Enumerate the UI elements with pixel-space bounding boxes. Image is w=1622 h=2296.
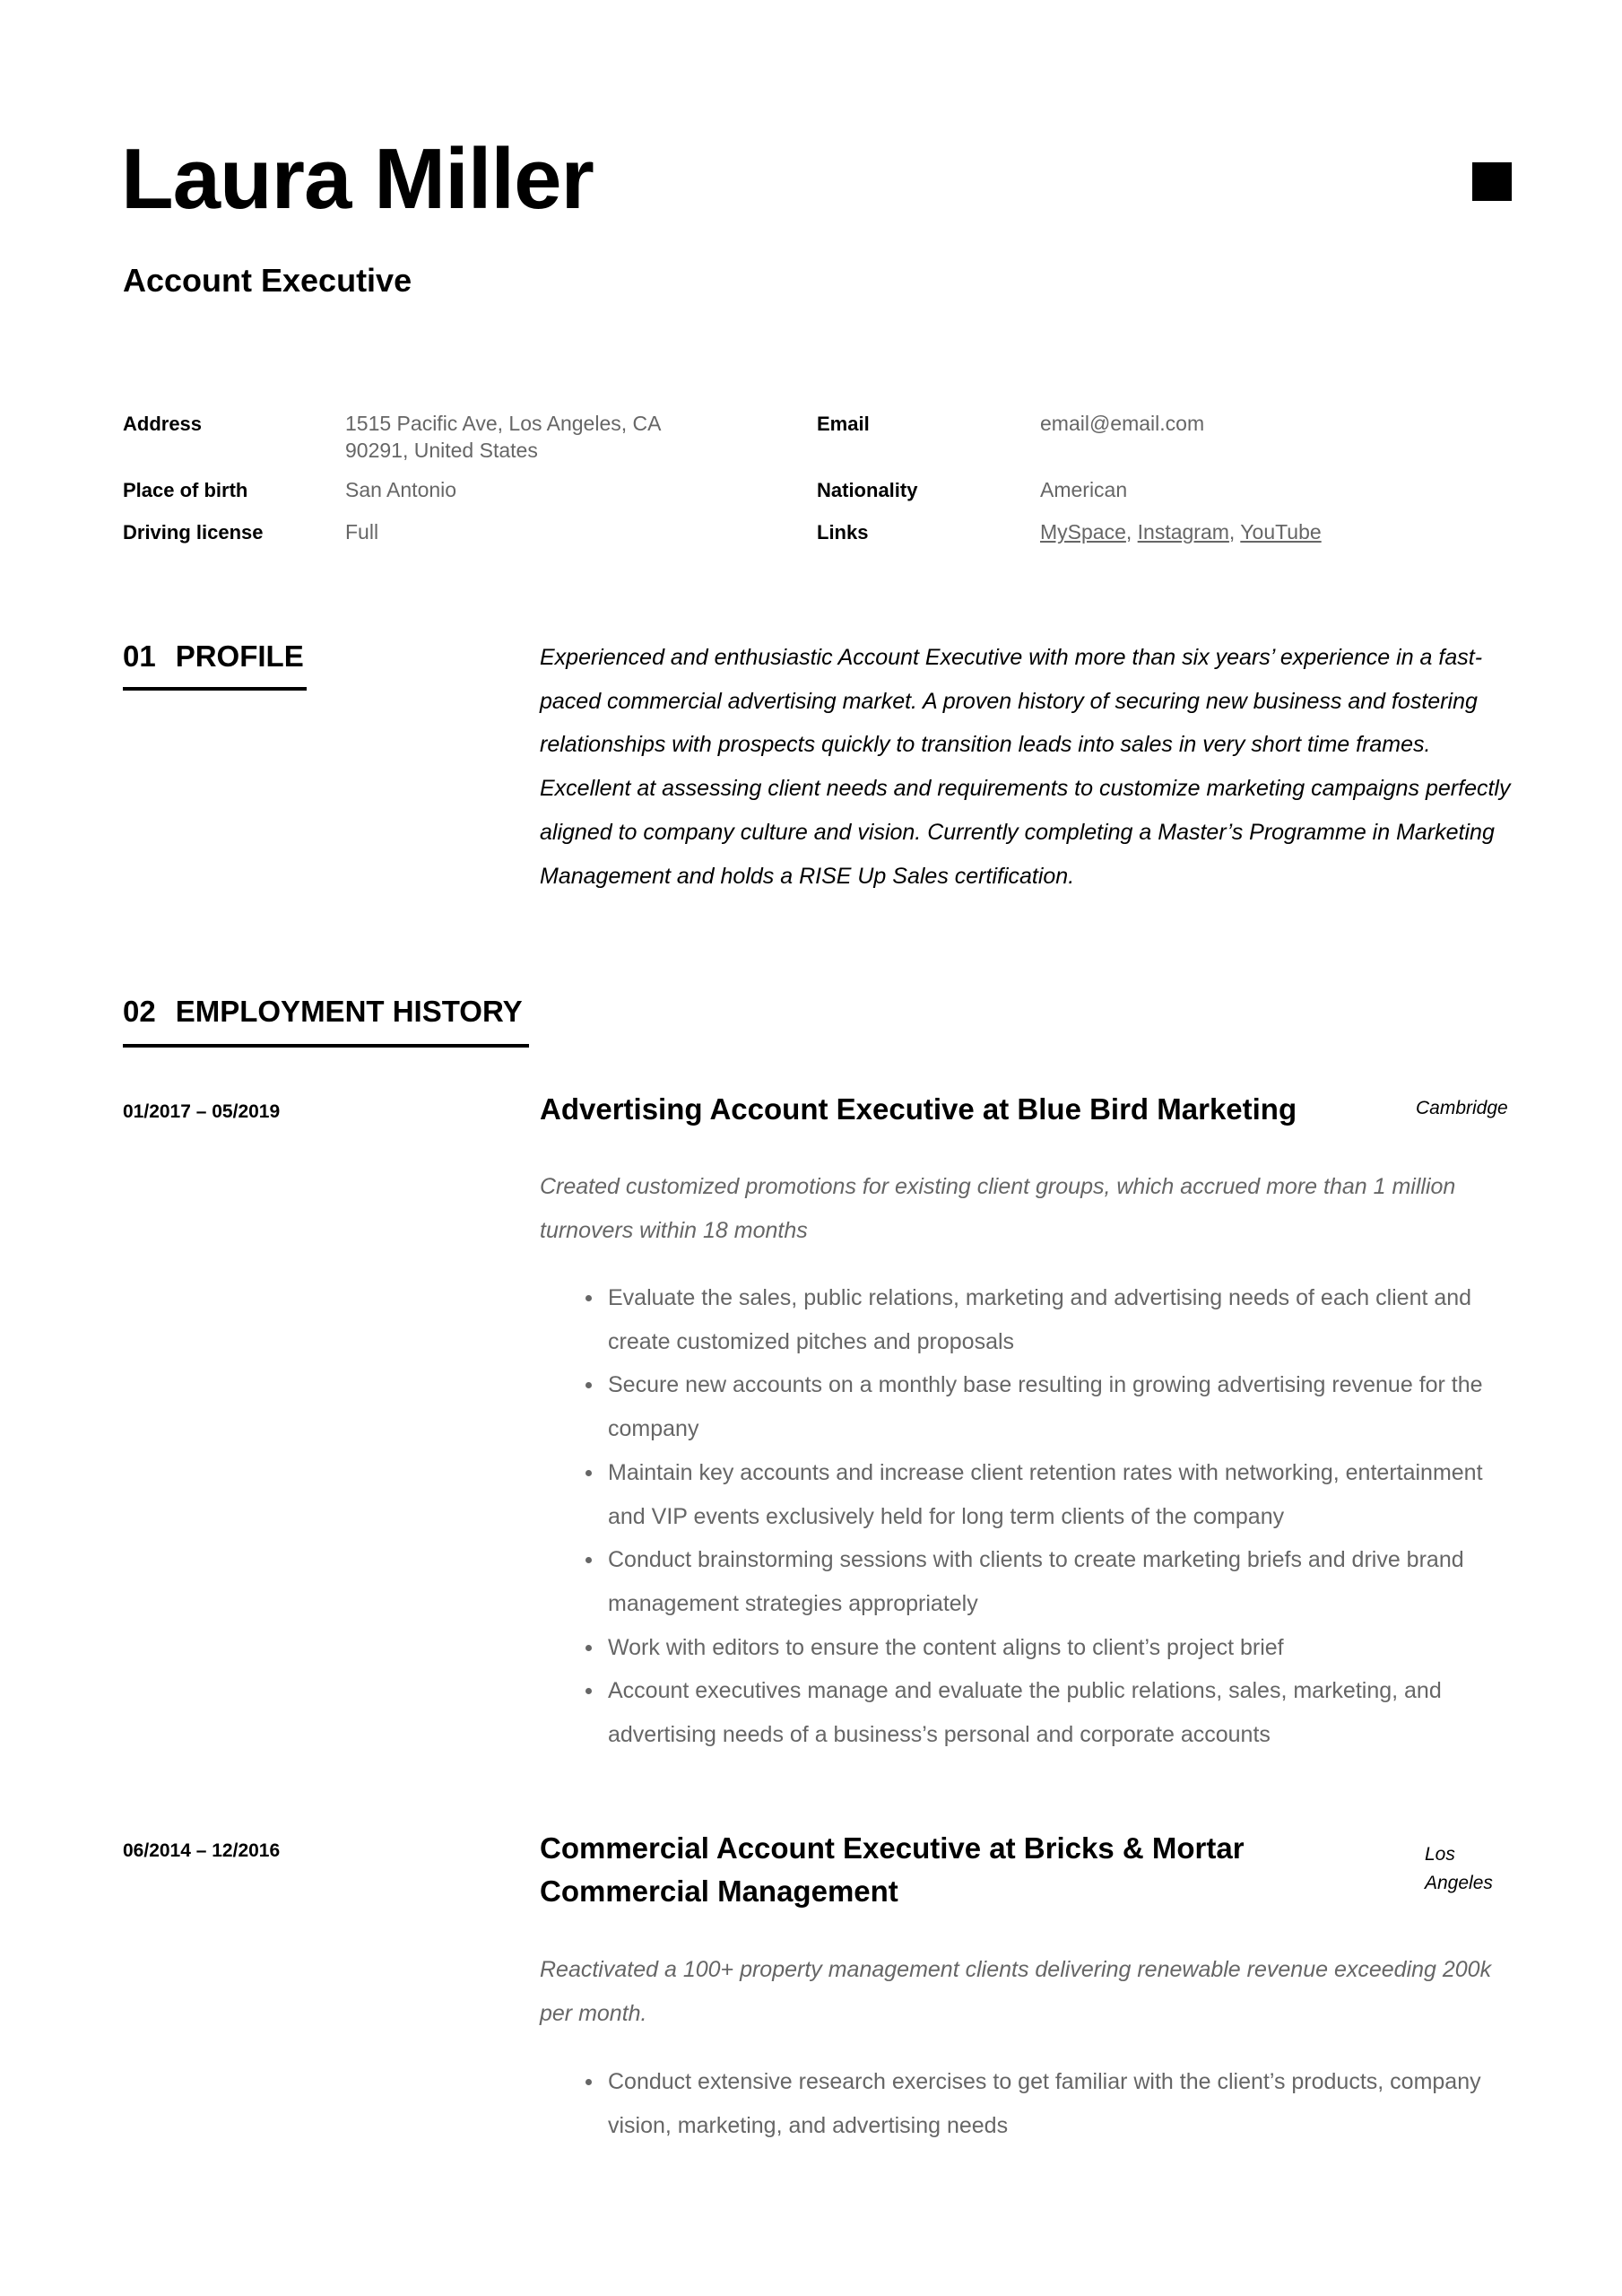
link-youtube[interactable]: YouTube — [1240, 520, 1322, 544]
list-item: Maintain key accounts and increase client retention rates with networking, entertainment and VIP events exclusively held for long term clients of the company — [608, 1451, 1514, 1538]
list-item: Conduct extensive research exercises to get familiar with the client’s products, company vision, marketing, and advertising needs — [608, 2060, 1514, 2147]
job-summary: Created customized promotions for existing client groups, which accrued more than 1 million turnovers within 18 months — [540, 1174, 1456, 1243]
square-decoration-icon — [1472, 162, 1512, 201]
job-title: Commercial Account Executive at Bricks & Mortar Commercial Management — [540, 1831, 1245, 1908]
employment-heading — [123, 994, 523, 1030]
list-item: Account executives manage and evaluate the public relations, sales, marketing, and advertising needs of a business’s personal and corporate accounts — [608, 1669, 1514, 1756]
profile-heading-underline — [123, 687, 307, 691]
links-label: Links — [817, 521, 869, 544]
job-dates: 01/2017 – 05/2019 — [123, 1101, 281, 1122]
list-item: Secure new accounts on a monthly base resulting in growing advertising revenue for the company — [608, 1363, 1514, 1450]
section-title: EMPLOYMENT HISTORY — [175, 995, 523, 1028]
candidate-title: Account Executive — [123, 262, 412, 299]
birth-value: San Antonio — [345, 478, 457, 501]
address-line1: 1515 Pacific Ave, Los Angeles, CA — [345, 412, 662, 435]
link-myspace[interactable]: MySpace — [1040, 520, 1126, 544]
nationality-value: American — [1040, 478, 1128, 501]
job-dates: 06/2014 – 12/2016 — [123, 1840, 281, 1861]
list-item: Evaluate the sales, public relations, marketing and advertising needs of each client and create customized pitches and proposals — [608, 1276, 1514, 1363]
link-instagram[interactable]: Instagram — [1137, 520, 1229, 544]
job-summary: Reactivated a 100+ property management clients delivering renewable revenue exceeding 200k per month. — [540, 1957, 1492, 2026]
job-bullets — [608, 1276, 1514, 1757]
license-label: Driving license — [123, 521, 264, 544]
candidate-name: Laura Miller — [121, 131, 594, 227]
job-title: Advertising Account Executive at Blue Bird Marketing — [540, 1092, 1297, 1126]
list-item: Work with editors to ensure the content aligns to client’s project brief — [608, 1626, 1514, 1670]
link-separator: , — [1125, 520, 1138, 544]
address-line2: 90291, United States — [345, 439, 538, 462]
section-number: 02 — [123, 995, 156, 1028]
nationality-label: Nationality — [817, 479, 918, 501]
list-item: Conduct brainstorming sessions with clients to create marketing briefs and drive brand management strategies appropriately — [608, 1538, 1514, 1625]
license-value: Full — [345, 520, 379, 544]
profile-text: Experienced and enthusiastic Account Executive with more than six years’ experience in a fast-paced commercial advertising market. A proven history of securing new business and fostering relationships with prospects quickly to transition leads into sales in very short time frames. Excellent at assessing client needs and requirements to customize marketing campaigns perfectly aligned to company culture and vision. Currently completing a Master’s Programme in Marketing Management and holds a RISE Up Sales certification. — [540, 645, 1511, 889]
section-number: 01 — [123, 639, 156, 673]
email-value: email@email.com — [1040, 412, 1205, 435]
email-label: Email — [817, 413, 870, 435]
job-city: Los Angeles — [1425, 1844, 1493, 1893]
link-separator: , — [1228, 520, 1241, 544]
section-title: PROFILE — [175, 639, 304, 673]
address-label: Address — [123, 413, 203, 435]
birth-label: Place of birth — [123, 479, 248, 501]
profile-heading — [123, 639, 304, 674]
job-city: Cambridge — [1416, 1098, 1508, 1118]
links-value — [1040, 518, 1322, 545]
job-bullets — [608, 2060, 1514, 2147]
employment-heading-underline — [123, 1044, 529, 1048]
